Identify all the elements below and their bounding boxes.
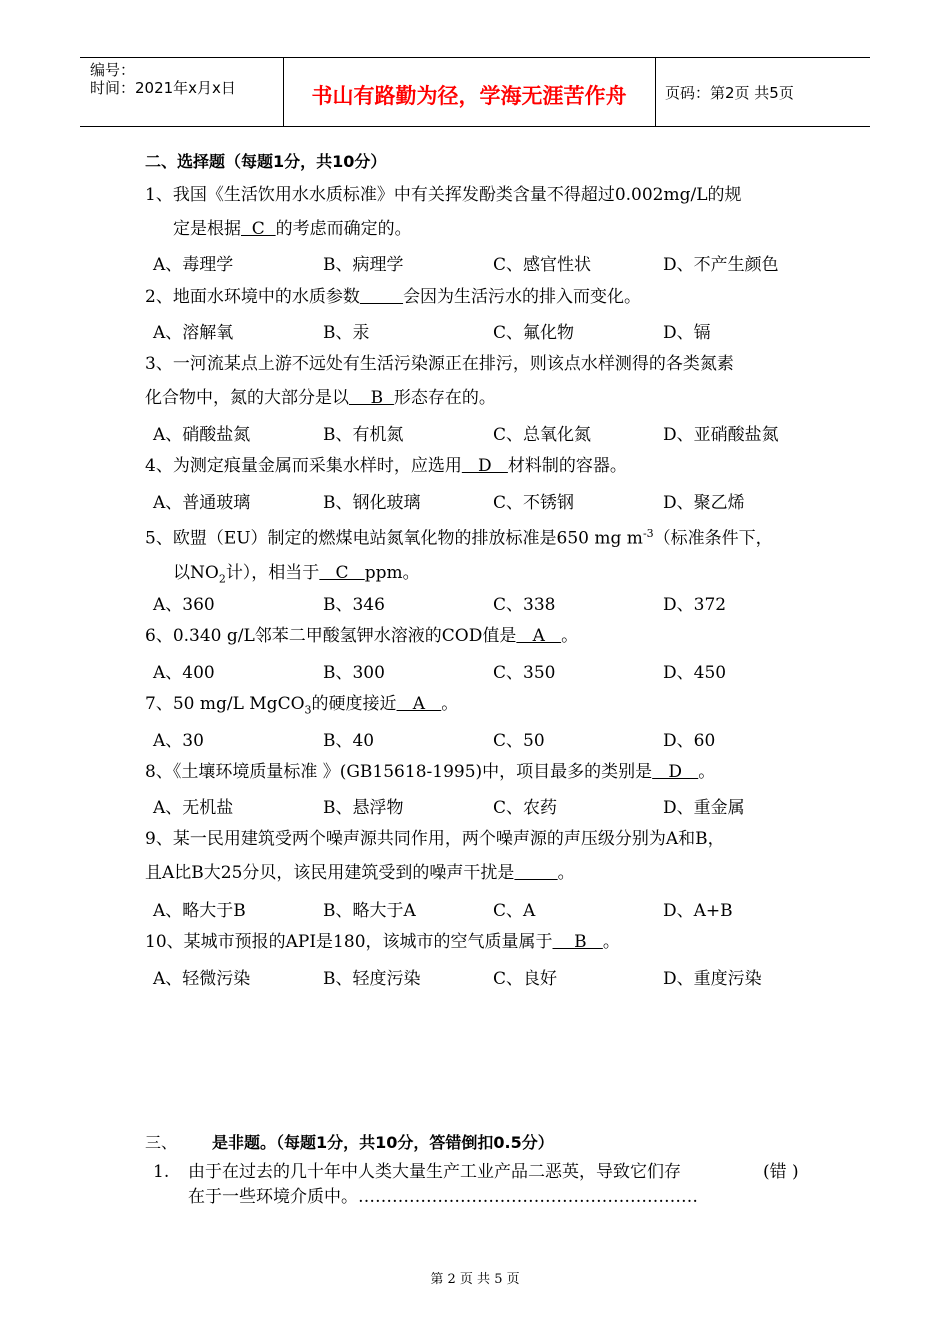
section-title: 二、选择题（每题1分，共10分） [145, 152, 387, 171]
option: B、汞 [323, 323, 370, 343]
option: A、无机盐 [153, 798, 234, 818]
question: 8、《土壤环境质量标准 》(GB15618-1995)中，项目最多的类别是 D 。 [145, 762, 716, 782]
question: 2、地面水环境中的水质参数 会因为生活污水的排入而变化。 [145, 287, 642, 307]
option: C、350 [493, 663, 556, 683]
option: C、338 [493, 595, 556, 615]
section-title: 是非题。（每题1分，共10分，答错倒扣0.5分） [212, 1133, 554, 1152]
option: B、病理学 [323, 255, 404, 275]
question-text: 1、我国《生活饮用水水质标准》中有关挥发酚类含量不得超过0.002mg/L的规 [145, 185, 742, 205]
header-motto: 书山有路勤为径，学海无涯苦作舟 [311, 84, 627, 108]
option: D、不产生颜色 [663, 255, 779, 275]
tf-item-number: 1. [153, 1162, 170, 1182]
option: A、普通玻璃 [153, 493, 251, 513]
answer-blank: C [241, 219, 276, 239]
option: A、360 [153, 595, 215, 615]
option: D、60 [663, 731, 716, 751]
option: D、重度污染 [663, 969, 762, 989]
option: B、40 [323, 731, 375, 751]
option: A、毒理学 [153, 255, 234, 275]
option: B、有机氮 [323, 425, 404, 445]
option: B、300 [323, 663, 385, 683]
option: D、亚硝酸盐氮 [663, 425, 779, 445]
option: A、溶解氧 [153, 323, 234, 343]
header-meta [90, 61, 236, 97]
option: C、感官性状 [493, 255, 592, 275]
option: D、A+B [663, 901, 733, 921]
option: D、372 [663, 595, 727, 615]
section-number: 三、 [145, 1133, 178, 1152]
answer-blank: A [516, 626, 562, 646]
option: B、悬浮物 [323, 798, 404, 818]
page-header [80, 57, 870, 127]
answer-blank: C [319, 562, 365, 583]
option: B、轻度污染 [323, 969, 421, 989]
option: D、聚乙烯 [663, 493, 745, 513]
header-divider [655, 58, 656, 126]
answer-blank [360, 287, 403, 307]
page-footer: 第 2 页 共 5 页 [430, 1272, 520, 1287]
option: C、50 [493, 731, 545, 751]
question: 3、一河流某点上游不远处有生活污染源正在排污，则该点水样测得的各类氮素 化合物中，氮的大部分是以 B 形态存在的。 [145, 354, 734, 408]
option: B、略大于A [323, 901, 416, 921]
question: 4、为测定痕量金属而采集水样时，应选用 D 材料制的容器。 [145, 456, 627, 476]
question: 6、0.340 g/L邻苯二甲酸氢钾水溶液的COD值是 A 。 [145, 626, 579, 646]
time-label: 时间：2021年x月x日 [90, 79, 236, 97]
option: C、总氧化氮 [493, 425, 592, 445]
tf-item-text: 由于在过去的几十年中人类大量生产工业产品二恶英，导致它们存 在于一些环境介质中。…………………………………………………… [188, 1162, 698, 1207]
option: D、450 [663, 663, 727, 683]
option: D、重金属 [663, 798, 745, 818]
answer-blank: D [461, 456, 508, 476]
header-page-label: 页码：第2页 共5页 [665, 84, 794, 102]
option: C、农药 [493, 798, 558, 818]
answer-blank: B [349, 388, 394, 408]
option: B、钢化玻璃 [323, 493, 421, 513]
option: A、硝酸盐氮 [153, 425, 251, 445]
answer-blank: B [552, 932, 603, 952]
option: C、氟化物 [493, 323, 575, 343]
option: A、略大于B [153, 901, 246, 921]
answer-blank: D [652, 762, 699, 782]
option: B、346 [323, 595, 385, 615]
answer-blank [514, 863, 557, 883]
question [145, 178, 742, 246]
option: C、良好 [493, 969, 558, 989]
answer-blank: A [396, 694, 442, 714]
question: 7、50 mg/L MgCO$_3$的硬度接近 A 。 [145, 694, 459, 717]
option: C、不锈钢 [493, 493, 575, 513]
question: 5、欧盟（EU）制定的燃煤电站氮氧化物的排放标准是650 mg $m^{-3}$（标准条件下， 以$NO_2$计），相当于 C ppm。 [145, 527, 773, 586]
option: A、30 [153, 731, 204, 751]
option: A、轻微污染 [153, 969, 251, 989]
option: D、镉 [663, 323, 711, 343]
option: C、A [493, 901, 536, 921]
tf-item-answer: (错 ) [763, 1162, 799, 1182]
number-label: 编号： [90, 61, 136, 79]
question: 10、某城市预报的API是180，该城市的空气质量属于 B 。 [145, 932, 620, 952]
question: 9、某一民用建筑受两个噪声源共同作用，两个噪声源的声压级分别为A和B， 且A比B大25分贝，该民用建筑受到的噪声干扰是 。 [145, 829, 725, 883]
question-continuation: 定是根据 C 的考虑而确定的。 [173, 219, 412, 239]
option: A、400 [153, 663, 215, 683]
